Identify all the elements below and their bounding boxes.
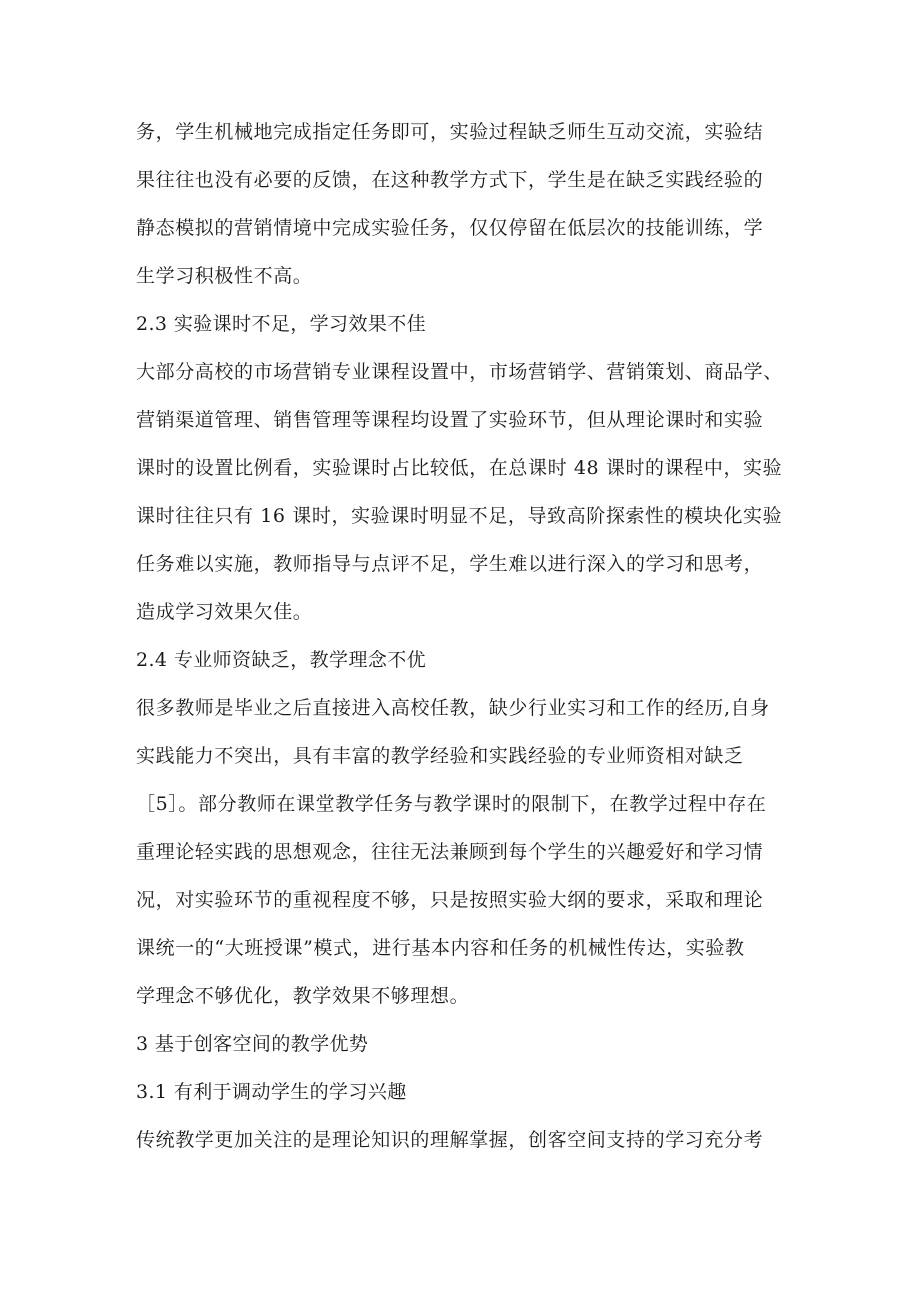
paragraph-line: 生学习积极性不高。 (136, 265, 313, 287)
paragraph-line: 课统一的“大班授课”模式，进行基本内容和任务的机械性传达，实验教 (136, 937, 745, 959)
paragraph-line: 况，对实验环节的重视程度不够，只是按照实验大纲的要求，采取和理论 (136, 889, 764, 911)
paragraph-line: 传统教学更加关注的是理论知识的理解掌握，创客空间支持的学习充分考 (136, 1129, 764, 1151)
paragraph-line: 大部分高校的市场营销专业课程设置中，市场营销学、营销策划、商品学、 (136, 361, 783, 383)
section-heading-3: 3 基于创客空间的教学优势 (136, 1033, 369, 1055)
paragraph-line: 务，学生机械地完成指定任务即可，实验过程缺乏师生互动交流，实验结 (136, 121, 764, 143)
section-heading-3-1: 3.1 有利于调动学生的学习兴趣 (136, 1081, 407, 1103)
paragraph-line: 重理论轻实践的思想观念，往往无法兼顾到每个学生的兴趣爱好和学习情 (136, 841, 764, 863)
paragraph-line: 果往往也没有必要的反馈，在这种教学方式下，学生是在缺乏实践经验的 (136, 169, 764, 191)
section-heading-2-3: 2.3 实验课时不足，学习效果不佳 (136, 313, 427, 335)
paragraph-line: 营销渠道管理、销售管理等课程均设置了实验环节，但从理论课时和实验 (136, 409, 764, 431)
paragraph-line: 很多教师是毕业之后直接进入高校任教，缺少行业实习和工作的经历,自身 (136, 697, 770, 719)
paragraph-line: 静态模拟的营销情境中完成实验任务，仅仅停留在低层次的技能训练，学 (136, 217, 764, 239)
paragraph-line: 任务难以实施，教师指导与点评不足，学生难以进行深入的学习和思考， (136, 553, 764, 575)
paragraph-line: 课时的设置比例看，实验课时占比较低，在总课时 48 课时的课程中，实验 (136, 457, 783, 479)
paragraph-line: 课时往往只有 16 课时，实验课时明显不足，导致高阶探索性的模块化实验 (136, 505, 783, 527)
section-heading-2-4: 2.4 专业师资缺乏，教学理念不优 (136, 649, 427, 671)
paragraph-line: 造成学习效果欠佳。 (136, 601, 313, 623)
paragraph-line: 实践能力不突出，具有丰富的教学经验和实践经验的专业师资相对缺乏 (136, 745, 744, 767)
paragraph-line: ［5］。部分教师在课堂教学任务与教学课时的限制下，在教学过程中存在 (136, 793, 767, 815)
paragraph-line: 学理念不够优化，教学效果不够理想。 (136, 985, 470, 1007)
